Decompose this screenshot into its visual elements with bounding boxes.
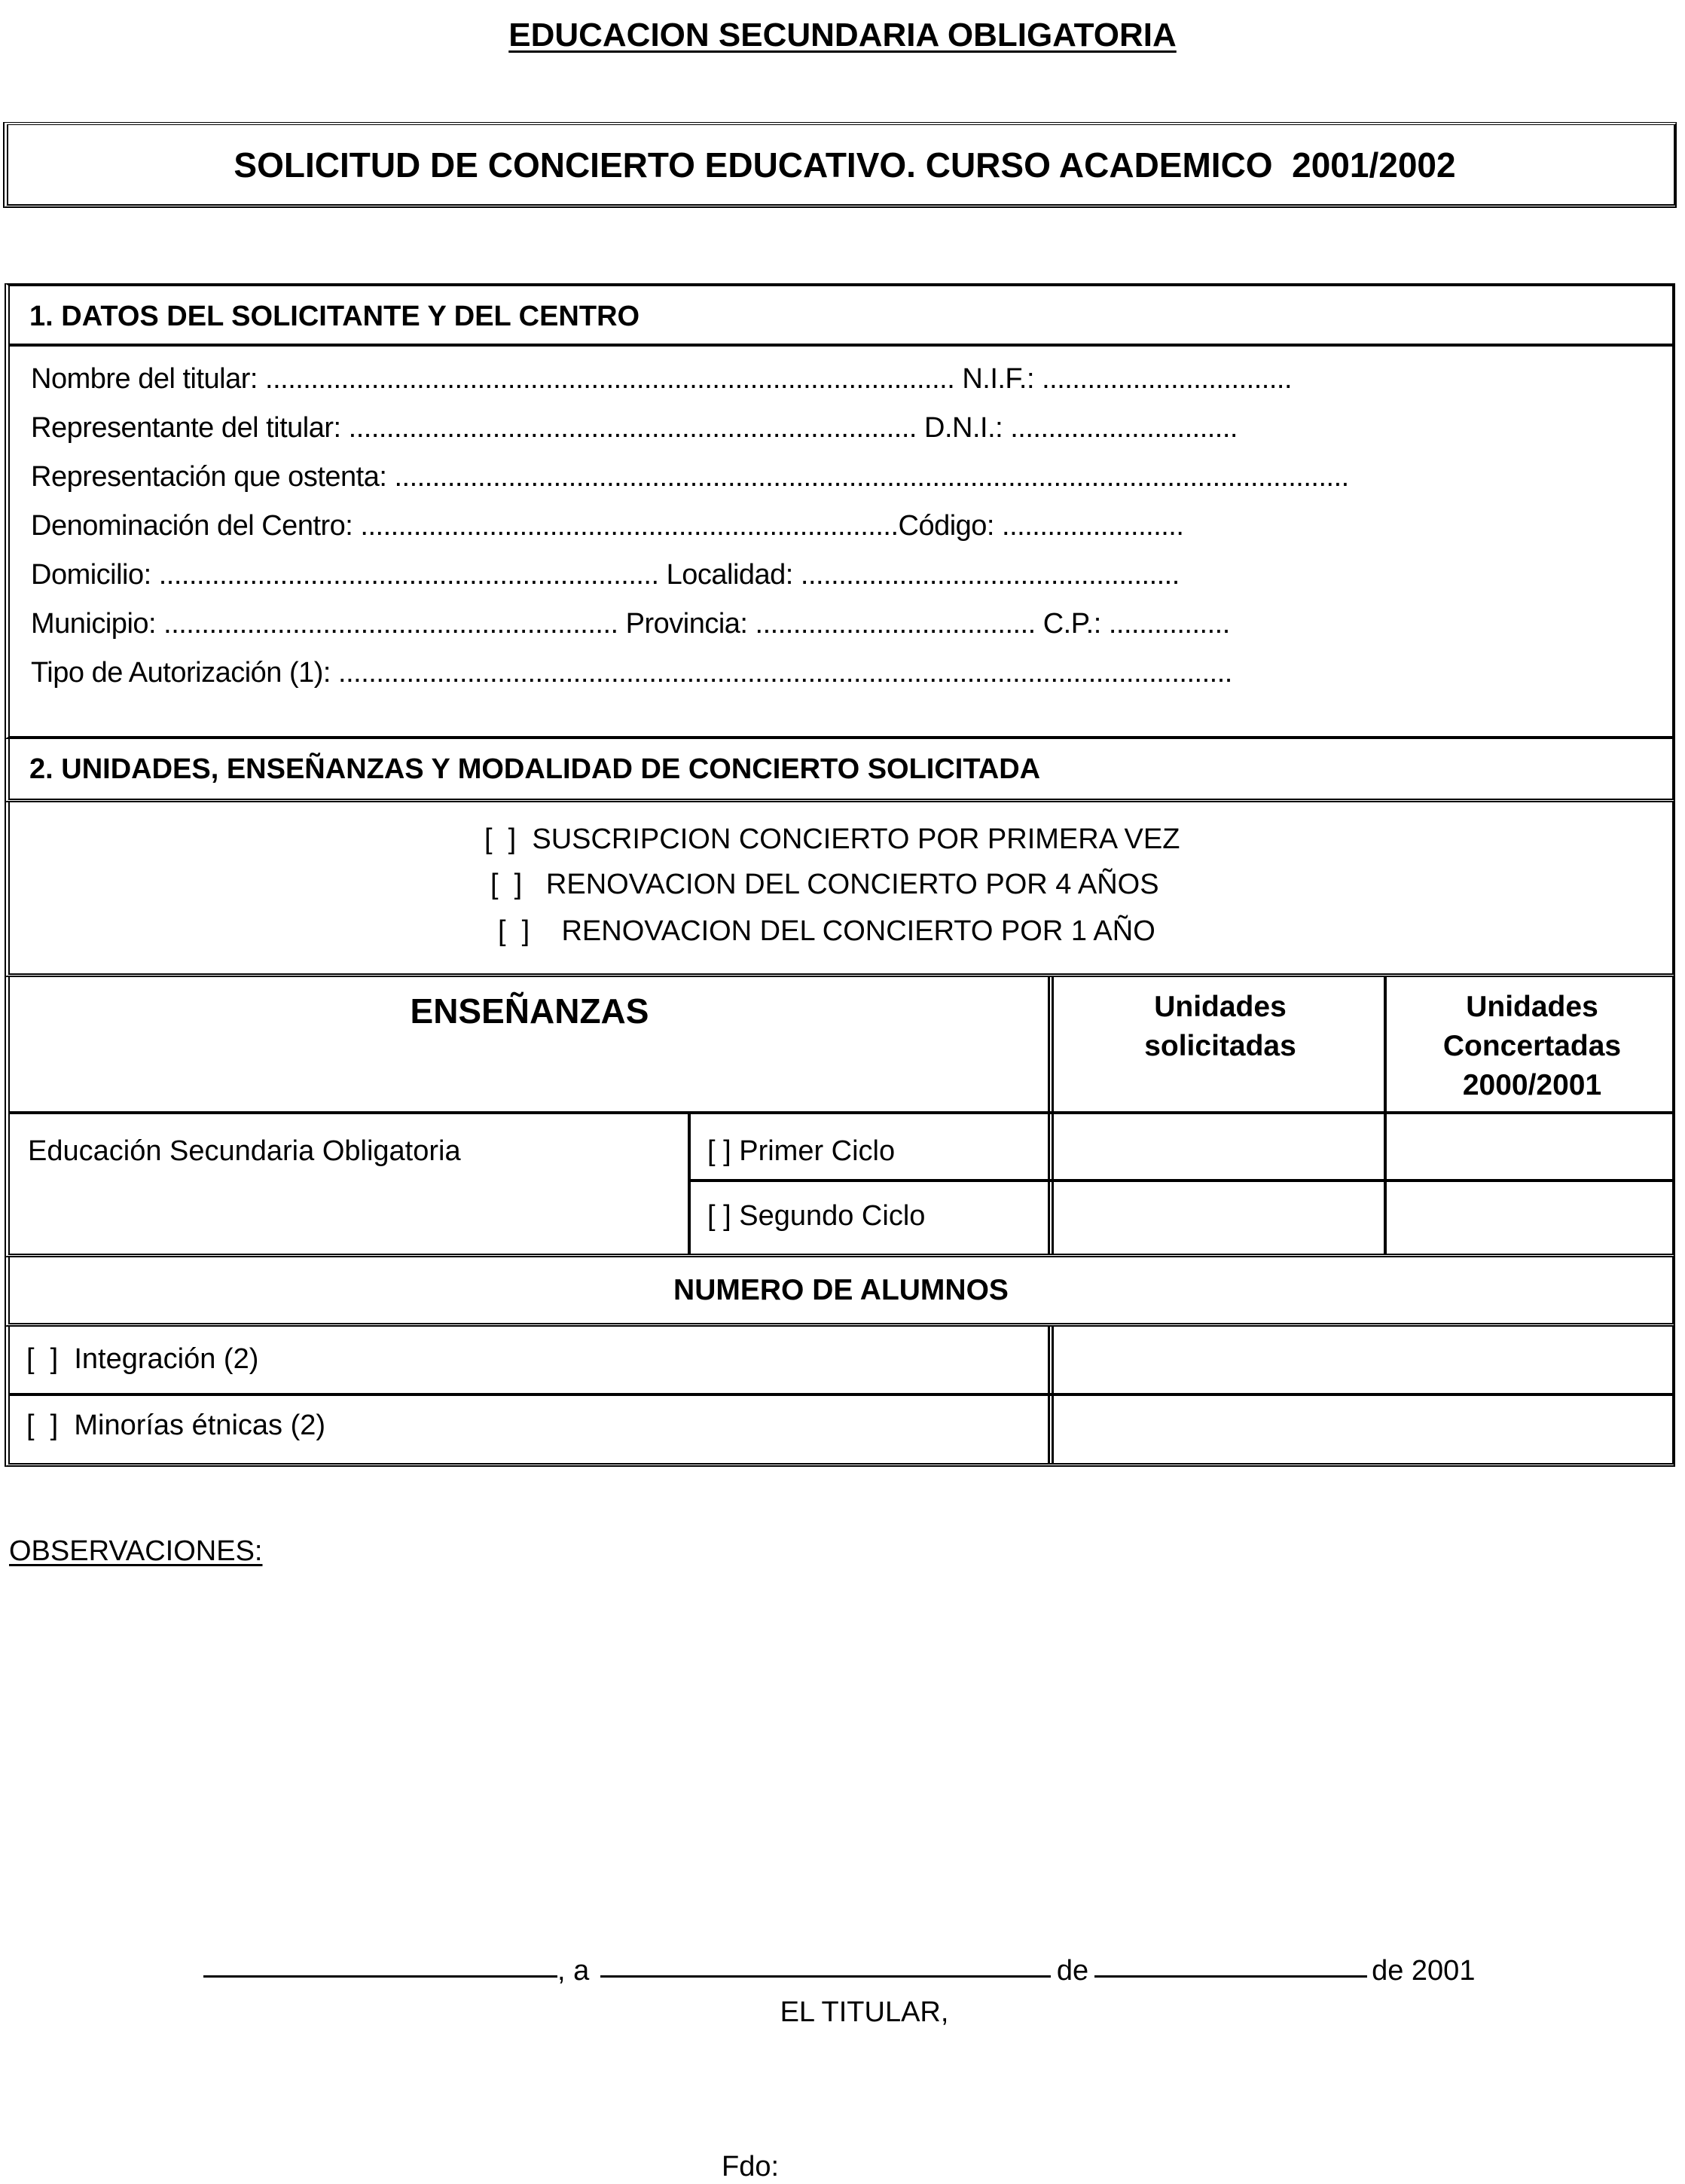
field-municipio[interactable]: Municipio: ............................................................ Provincia: ..................................... C.P.: ................: [31, 608, 1230, 640]
col-header-unidades-solicitadas: [1055, 988, 1385, 1066]
option-renovacion-4-anos[interactable]: [ ] RENOVACION DEL CONCIERTO POR 4 AÑOS: [490, 869, 1159, 900]
col-header-concertadas-line-1: Unidades: [1466, 991, 1598, 1023]
checkbox-minorias-etnicas[interactable]: [ ] Minorías étnicas (2): [26, 1410, 326, 1441]
input-concertadas-segundo-ciclo[interactable]: [1390, 1184, 1674, 1251]
section-2-heading: 2. UNIDADES, ENSEÑANZAS Y MODALIDAD DE CONCIERTO SOLICITADA: [5, 739, 1675, 802]
alumnos-heading: NUMERO DE ALUMNOS: [5, 1257, 1675, 1327]
checkbox-segundo-ciclo[interactable]: [ ] Segundo Ciclo: [707, 1200, 926, 1232]
checkbox-integracion[interactable]: [ ] Integración (2): [26, 1343, 259, 1375]
divider: [1384, 977, 1387, 1254]
input-concertadas-primer-ciclo[interactable]: [1390, 1116, 1674, 1178]
checkbox-primer-ciclo[interactable]: [ ] Primer Ciclo: [707, 1135, 896, 1167]
divider: [688, 1111, 691, 1254]
ensenanzas-table: [5, 977, 1675, 1257]
observaciones-label: OBSERVACIONES:: [9, 1535, 263, 1567]
month-blank[interactable]: [1094, 1960, 1367, 1978]
field-representante-titular[interactable]: Representante del titular: ........................................................................... D.N.I.: ..............................: [31, 412, 1238, 444]
option-primera-vez[interactable]: [ ] SUSCRIPCION CONCIERTO POR PRIMERA VEZ: [484, 823, 1180, 855]
ensenanzas-header: ENSEÑANZAS: [410, 991, 649, 1031]
field-tipo-autorizacion[interactable]: Tipo de Autorización (1): ......................................................................................................................: [31, 657, 1232, 689]
fdo-label: Fdo:: [722, 2151, 780, 2182]
document-title: EDUCACION SECUNDARIA OBLIGATORIA: [508, 17, 1177, 53]
concierto-options: [5, 802, 1675, 977]
document-subtitle: SOLICITUD DE CONCIERTO EDUCATIVO. CURSO ACADEMICO 2001/2002: [234, 145, 1456, 185]
col-header-concertadas-line-2: Concertadas: [1442, 1030, 1622, 1062]
day-blank[interactable]: [600, 1960, 1051, 1978]
input-solicitadas-segundo-ciclo[interactable]: [1058, 1184, 1381, 1251]
input-alumnos-minorias[interactable]: [1057, 1399, 1671, 1459]
el-titular-label: EL TITULAR,: [780, 1996, 949, 2028]
divider: [10, 1111, 1672, 1114]
alumnos-table: [5, 1327, 1675, 1467]
divider: [10, 1393, 1672, 1396]
field-denominacion-centro[interactable]: Denominación del Centro: .......................................................................Código: ........................: [31, 510, 1184, 542]
field-nombre-titular[interactable]: Nombre del titular: ........................................................................................... N.I.F.: .................................: [31, 363, 1293, 395]
col-header-solicitadas-line-2: solicitadas: [1144, 1030, 1296, 1062]
section-applicant-data: [5, 283, 1675, 739]
row-label-eso: Educación Secundaria Obligatoria: [28, 1135, 461, 1167]
field-domicilio[interactable]: Domicilio: .................................................................. Localidad: ..................................................: [31, 559, 1180, 591]
divider: [688, 1179, 1672, 1182]
input-solicitadas-primer-ciclo[interactable]: [1058, 1116, 1381, 1178]
col-header-concertadas-line-3: 2000/2001: [1462, 1069, 1602, 1101]
option-renovacion-1-ano[interactable]: [ ] RENOVACION DEL CONCIERTO POR 1 AÑO: [498, 915, 1155, 947]
divider: [1048, 977, 1054, 1254]
col-header-unidades-concertadas: [1390, 988, 1674, 1105]
col-header-solicitadas-line-1: Unidades: [1154, 991, 1287, 1023]
field-representacion[interactable]: Representación que ostenta: ..............................................................................................................................: [31, 461, 1349, 493]
section-1-heading: 1. DATOS DEL SOLICITANTE Y DEL CENTRO: [10, 286, 1672, 347]
place-blank[interactable]: [203, 1960, 557, 1978]
subtitle-box: [3, 122, 1677, 208]
sep-a: , a: [557, 1955, 590, 1987]
year-text: de 2001: [1372, 1955, 1476, 1987]
signature-date-line: [203, 1955, 1475, 1987]
input-alumnos-integracion[interactable]: [1057, 1330, 1671, 1390]
sep-de: de: [1056, 1955, 1089, 1987]
